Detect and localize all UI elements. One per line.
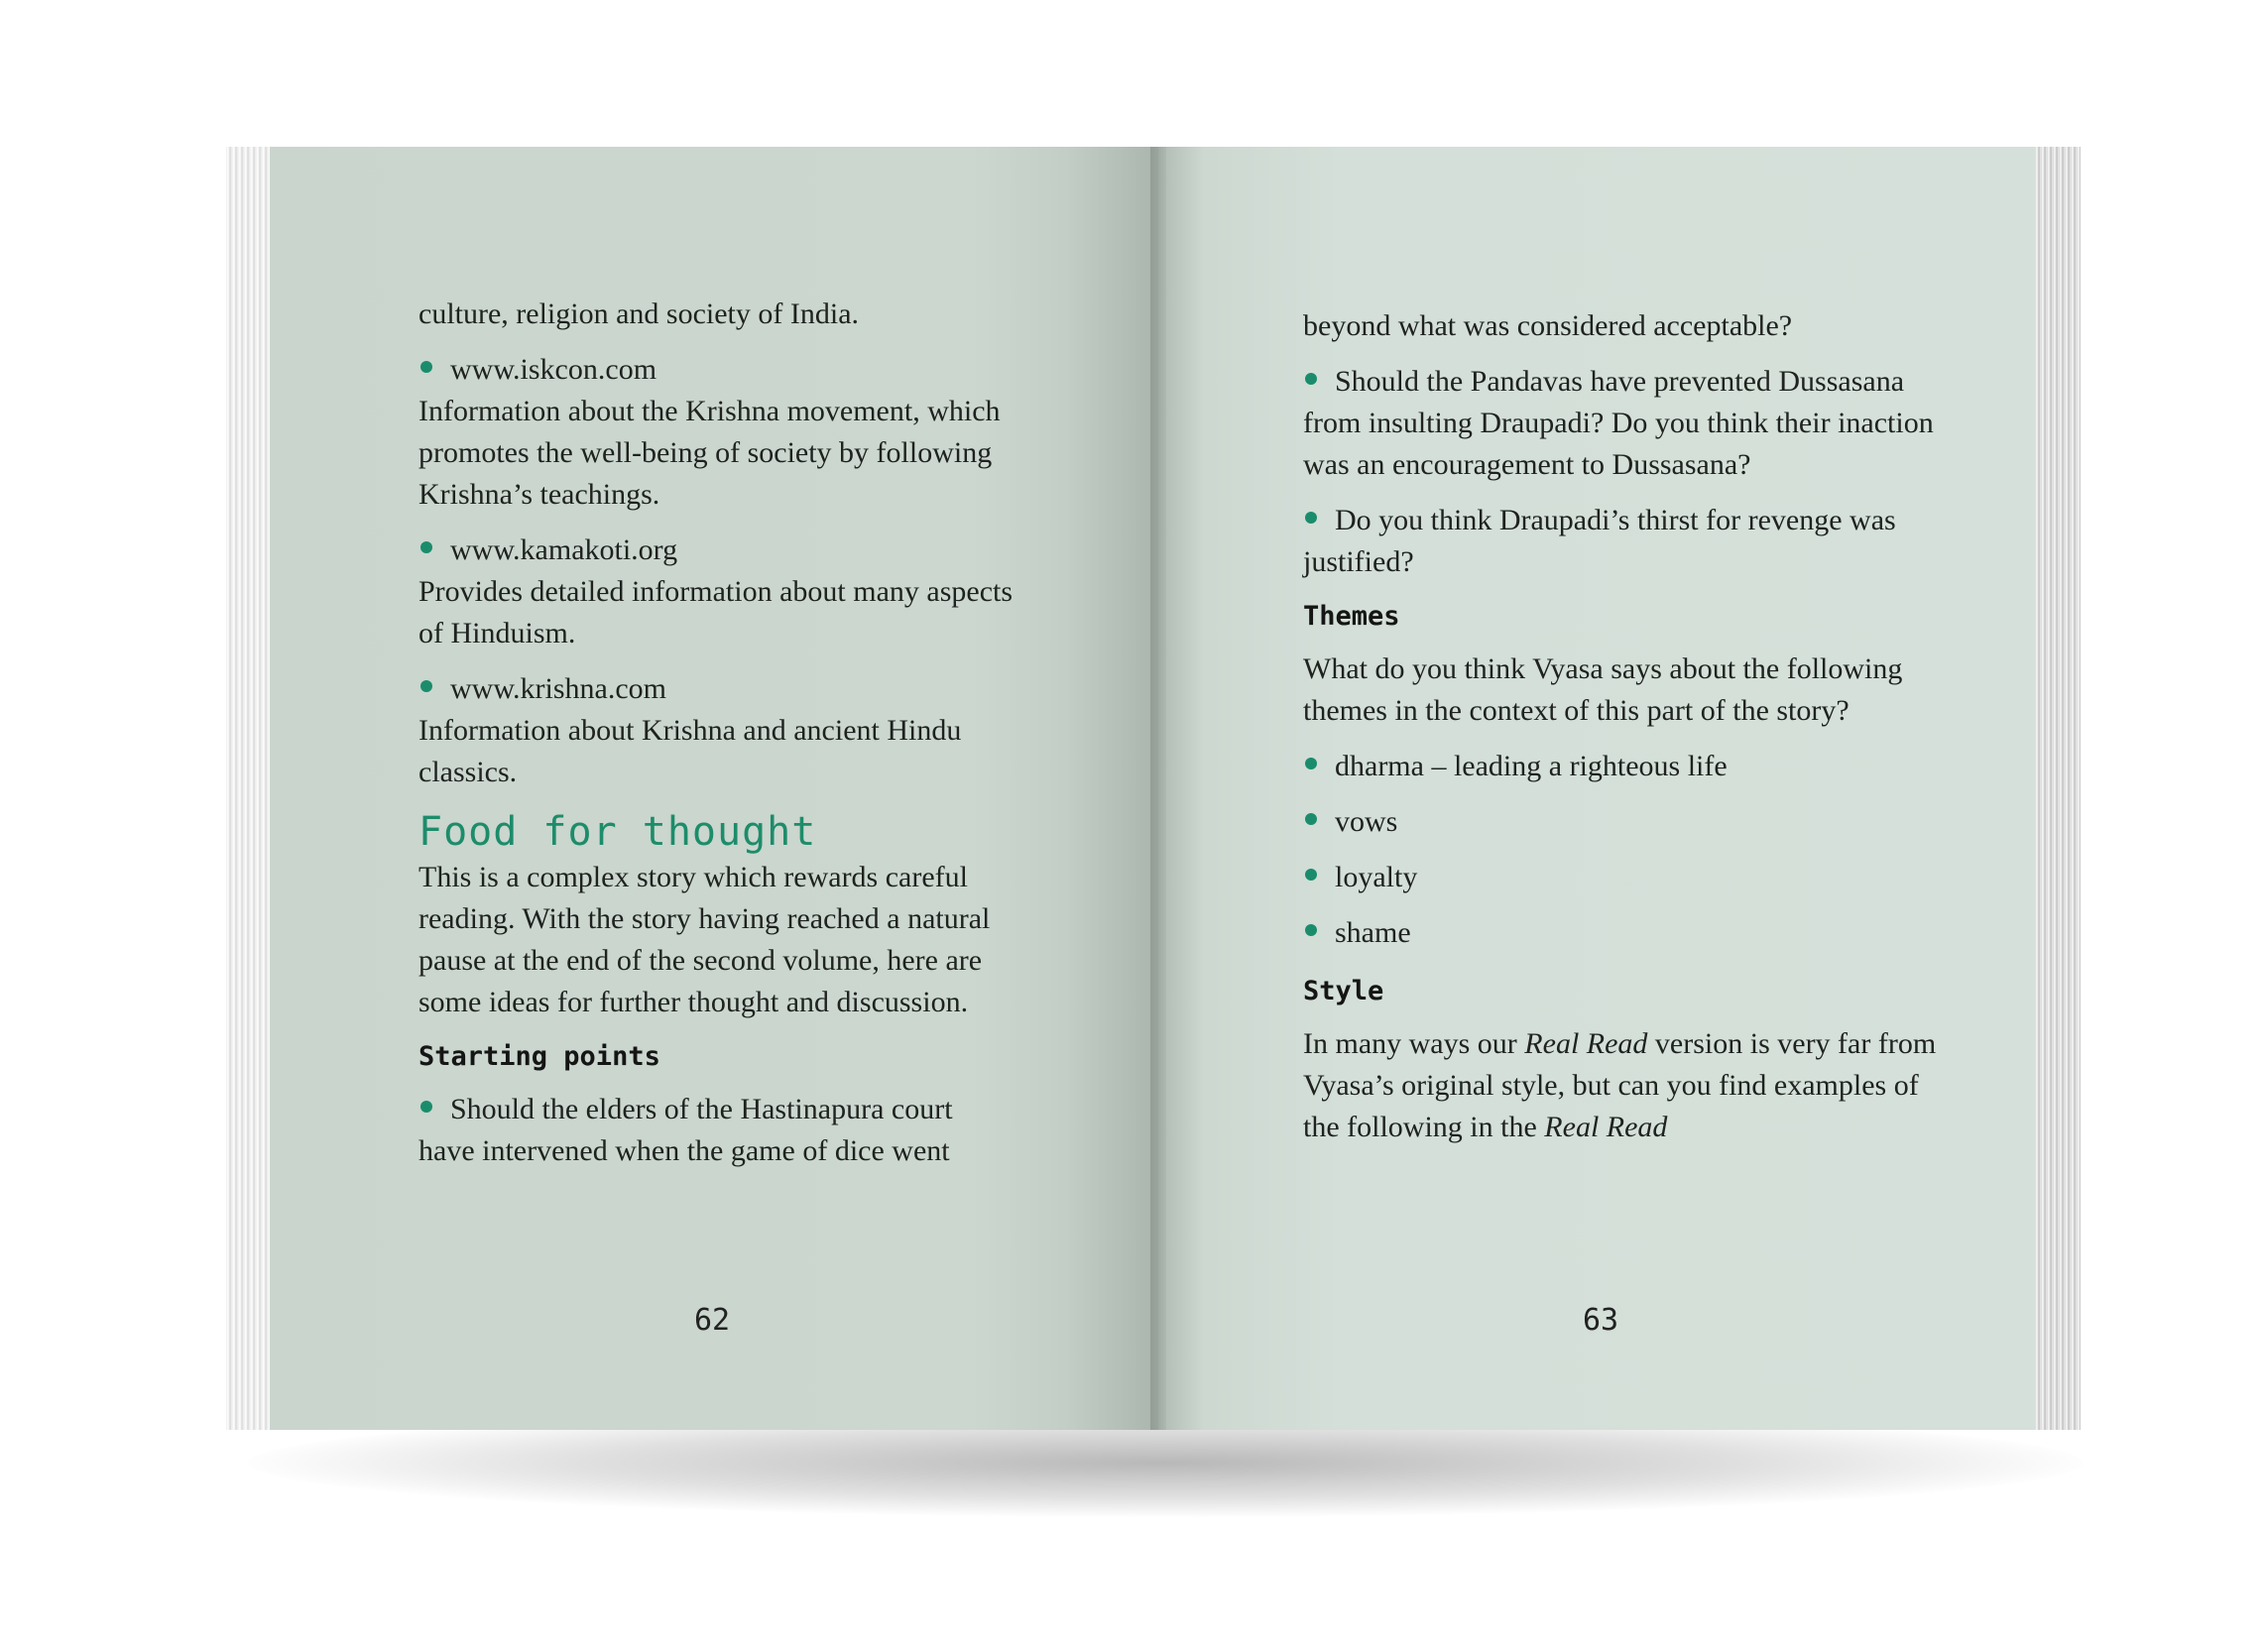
style-paragraph	[1303, 1023, 1938, 1148]
bullet-icon	[1305, 373, 1317, 385]
link-description: Information about the Krishna movement, which promotes the well-being of society by following Krishna’s teachings.	[418, 395, 1001, 511]
bullet-icon	[1305, 924, 1317, 936]
food-for-thought-heading: Food for thought	[418, 809, 817, 855]
theme-text: dharma – leading a righteous life	[1335, 750, 1728, 782]
themes-intro: What do you think Vyasa says about the following themes in the context of this part of the story?	[1303, 652, 1903, 727]
bullet-icon	[1305, 869, 1317, 881]
style-italic-1: Real Read	[1524, 1027, 1648, 1060]
bullet-icon	[420, 361, 432, 373]
intro-line: culture, religion and society of India.	[418, 297, 860, 330]
link-item	[418, 530, 1014, 654]
left-page-content	[418, 294, 1014, 1186]
link-description: Provides detailed information about many aspects of Hinduism.	[418, 575, 1014, 649]
themes-heading: Themes	[1303, 601, 1400, 632]
bullet-icon	[1305, 512, 1317, 524]
page-number-left: 62	[694, 1303, 731, 1338]
theme-item	[1303, 746, 1938, 787]
link-description: Information about Krishna and ancient Hindu classics.	[418, 714, 962, 788]
continuation-line: beyond what was considered acceptable?	[1303, 309, 1793, 342]
right-page-edges	[2035, 147, 2081, 1430]
question-item	[418, 1089, 1014, 1172]
theme-item	[1303, 857, 1938, 898]
question-item	[1303, 500, 1938, 583]
link-url: www.kamakoti.org	[450, 533, 678, 566]
bullet-icon	[420, 1101, 432, 1113]
link-url: www.krishna.com	[450, 672, 667, 705]
style-text-2: version is very far from Vyasa’s original style, but can you find examples of the following in the	[1303, 1027, 1937, 1143]
link-url: www.iskcon.com	[450, 353, 657, 386]
bullet-icon	[1305, 813, 1317, 825]
link-item	[418, 349, 1014, 516]
right-page-content	[1303, 305, 1938, 1162]
bullet-icon	[1305, 758, 1317, 769]
theme-item	[1303, 912, 1938, 954]
book-gutter	[1150, 147, 1166, 1430]
page-number-right: 63	[1583, 1303, 1619, 1338]
question-item	[1303, 361, 1938, 486]
left-page-edges	[226, 147, 270, 1430]
style-heading: Style	[1303, 976, 1384, 1006]
bullet-icon	[420, 541, 432, 553]
theme-text: loyalty	[1335, 861, 1418, 893]
food-for-thought-paragraph: This is a complex story which rewards careful reading. With the story having reached a natural pause at the end of the second volume, here are some ideas for further thought and discussion.	[418, 861, 991, 1018]
question-text: Should the elders of the Hastinapura court have intervened when the game of dice went	[418, 1093, 953, 1167]
link-item	[418, 668, 1014, 793]
style-italic-2: Real Read	[1544, 1111, 1668, 1143]
question-text: Should the Pandavas have prevented Dussasana from insulting Draupadi? Do you think their inaction was an encouragement to Dussasana?	[1303, 365, 1934, 481]
theme-item	[1303, 801, 1938, 843]
theme-text: shame	[1335, 916, 1411, 949]
question-text: Do you think Draupadi’s thirst for revenge was justified?	[1303, 504, 1896, 578]
bullet-icon	[420, 680, 432, 692]
theme-text: vows	[1335, 805, 1398, 838]
starting-points-heading: Starting points	[418, 1041, 660, 1072]
style-text-1: In many ways our	[1303, 1027, 1525, 1060]
